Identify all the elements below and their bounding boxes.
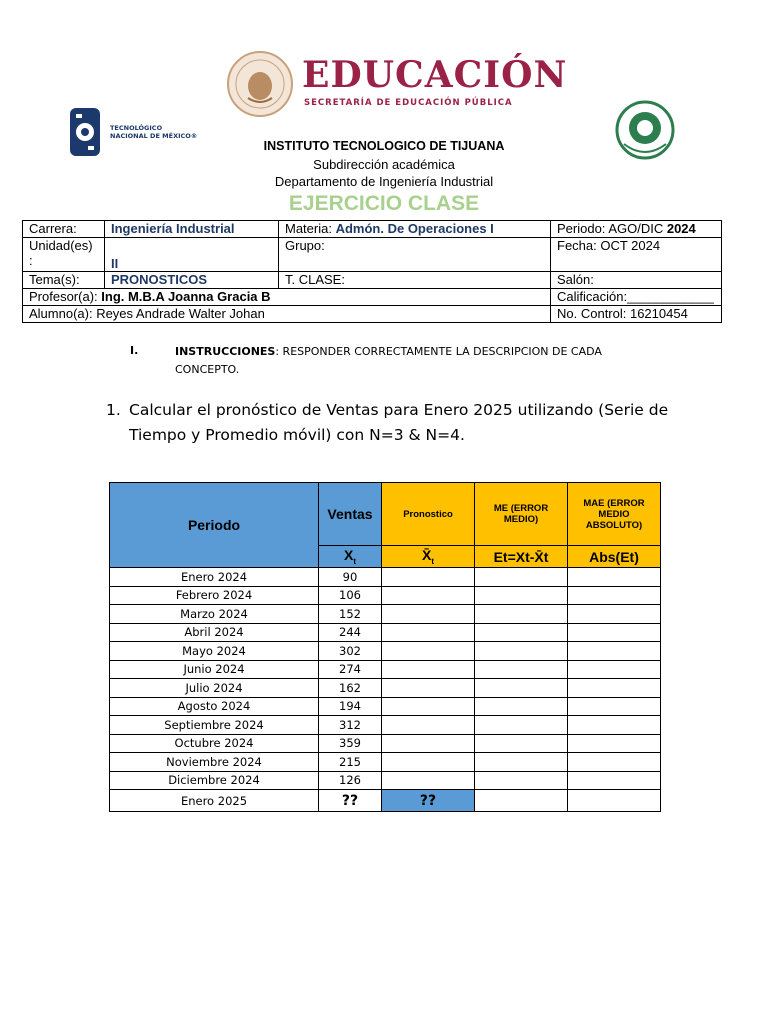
periodo-cell: Enero 2025 (110, 790, 319, 812)
header-xt: $X_t$ (319, 546, 382, 568)
pronostico-cell (382, 734, 475, 753)
mae-cell (568, 642, 661, 661)
me-cell (475, 716, 568, 735)
me-cell (475, 771, 568, 790)
periodo-cell: Periodo: AGO/DIC 2024 (551, 221, 722, 238)
table-row-forecast (110, 790, 661, 812)
mae-cell (568, 697, 661, 716)
calificacion: Calificación:____________ (551, 289, 722, 306)
mae-cell (568, 753, 661, 772)
mae-cell (568, 586, 661, 605)
pronostico-cell (382, 605, 475, 624)
me-cell (475, 568, 568, 587)
sep-educacion-logo (226, 50, 568, 120)
periodo-cell: Agosto 2024 (110, 697, 319, 716)
mae-cell (568, 623, 661, 642)
grupo-label: Grupo: (279, 238, 551, 272)
table-row (110, 771, 661, 790)
mae-cell (568, 790, 661, 812)
ventas-cell: 152 (319, 605, 382, 624)
question-text: Calcular el pronóstico de Ventas para Enero 2025 utilizando (Serie de Tiempo y Promedio móvil) con N=3 & N=4. (129, 401, 669, 444)
pronostico-cell (382, 660, 475, 679)
subdirection: Subdirección académica (313, 157, 455, 172)
header-pronostico: Pronostico (382, 483, 475, 546)
instructions-text: INSTRUCCIONES: RESPONDER CORRECTAMENTE LA DESCRIPCION DE CADA CONCEPTO. (175, 345, 602, 376)
me-cell (475, 660, 568, 679)
pronostico-cell (382, 753, 475, 772)
info-table (22, 220, 722, 323)
periodo-cell: Noviembre 2024 (110, 753, 319, 772)
me-cell (475, 734, 568, 753)
ventas-cell: 106 (319, 586, 382, 605)
pronostico-cell (382, 771, 475, 790)
header-xhat: $X̄_t$ (382, 546, 475, 568)
header-abs: Abs(Et) (568, 546, 661, 568)
unidad-value: II (105, 238, 279, 272)
ventas-cell: ?? (319, 790, 382, 812)
mae-cell (568, 568, 661, 587)
me-cell (475, 790, 568, 812)
table-row (110, 605, 661, 624)
table-row (110, 660, 661, 679)
unidad-label: Unidad(es) : (23, 238, 105, 272)
mae-cell (568, 771, 661, 790)
ventas-cell: 312 (319, 716, 382, 735)
header-ventas: Ventas (319, 483, 382, 546)
periodo-cell: Abril 2024 (110, 623, 319, 642)
ventas-cell: 274 (319, 660, 382, 679)
ventas-cell: 194 (319, 697, 382, 716)
header-mae: MAE (ERROR MEDIO ABSOLUTO) (568, 483, 661, 546)
pronostico-cell (382, 716, 475, 735)
pronostico-cell (382, 568, 475, 587)
table-row (110, 697, 661, 716)
edu-title: EDUCACIÓN (302, 54, 568, 96)
pronostico-cell (382, 623, 475, 642)
department: Departamento de Ingeniería Industrial (274, 174, 494, 189)
table-row (110, 568, 661, 587)
mae-cell (568, 734, 661, 753)
header-et: Et=Xt-X̄t (475, 546, 568, 568)
periodo-cell: Diciembre 2024 (110, 771, 319, 790)
me-cell (475, 586, 568, 605)
ventas-cell: 162 (319, 679, 382, 698)
pronostico-cell: ?? (382, 790, 475, 812)
me-cell (475, 679, 568, 698)
table-row (110, 753, 661, 772)
header-me: ME (ERROR MEDIO) (475, 483, 568, 546)
tema-value: PRONOSTICOS (105, 272, 279, 289)
table-row (110, 623, 661, 642)
me-cell (475, 605, 568, 624)
exercise-title: EJERCICIO CLASE (288, 192, 480, 215)
carrera-value: Ingeniería Industrial (105, 221, 279, 238)
table-row (110, 734, 661, 753)
mae-cell (568, 660, 661, 679)
periodo-cell: Febrero 2024 (110, 586, 319, 605)
salon: Salón: (551, 272, 722, 289)
pronostico-cell (382, 586, 475, 605)
ventas-cell: 215 (319, 753, 382, 772)
periodo-cell: Junio 2024 (110, 660, 319, 679)
pronostico-cell (382, 679, 475, 698)
alumno: Alumno(a): Reyes Andrade Walter Johan (23, 306, 551, 323)
control-number: No. Control: 16210454 (551, 306, 722, 323)
table-row (110, 642, 661, 661)
periodo-cell: Mayo 2024 (110, 642, 319, 661)
carrera-label: Carrera: (23, 221, 105, 238)
mae-cell (568, 679, 661, 698)
ventas-cell: 359 (319, 734, 382, 753)
table-row (110, 679, 661, 698)
forecast-table (109, 482, 661, 812)
tema-label: Tema(s): (23, 272, 105, 289)
header-periodo: Periodo (110, 483, 319, 568)
ventas-cell: 244 (319, 623, 382, 642)
me-cell (475, 642, 568, 661)
pronostico-cell (382, 642, 475, 661)
ventas-cell: 302 (319, 642, 382, 661)
materia-cell: Materia: Admón. De Operaciones I (279, 221, 551, 238)
periodo-cell: Enero 2024 (110, 568, 319, 587)
instructions-number: I. (130, 344, 139, 357)
table-row (110, 586, 661, 605)
periodo-cell: Julio 2024 (110, 679, 319, 698)
periodo-cell: Septiembre 2024 (110, 716, 319, 735)
ventas-cell: 126 (319, 771, 382, 790)
pronostico-cell (382, 697, 475, 716)
mae-cell (568, 716, 661, 735)
periodo-cell: Octubre 2024 (110, 734, 319, 753)
tclase: T. CLASE: (279, 272, 551, 289)
institute-name: INSTITUTO TECNOLOGICO DE TIJUANA (263, 139, 505, 153)
table-row (110, 716, 661, 735)
mexico-seal-icon (226, 50, 294, 118)
periodo-cell: Marzo 2024 (110, 605, 319, 624)
profesor-cell: Profesor(a): Ing. M.B.A Joanna Gracia B (23, 289, 551, 306)
tecnm-text: TECNOLÓGICO NACIONAL DE MÉXICO® (110, 124, 198, 140)
question-number: 1. (106, 401, 121, 419)
edu-subtitle: SECRETARÍA DE EDUCACIÓN PÚBLICA (304, 98, 513, 108)
fecha: Fecha: OCT 2024 (551, 238, 722, 272)
mae-cell (568, 605, 661, 624)
me-cell (475, 697, 568, 716)
me-cell (475, 623, 568, 642)
ventas-cell: 90 (319, 568, 382, 587)
me-cell (475, 753, 568, 772)
